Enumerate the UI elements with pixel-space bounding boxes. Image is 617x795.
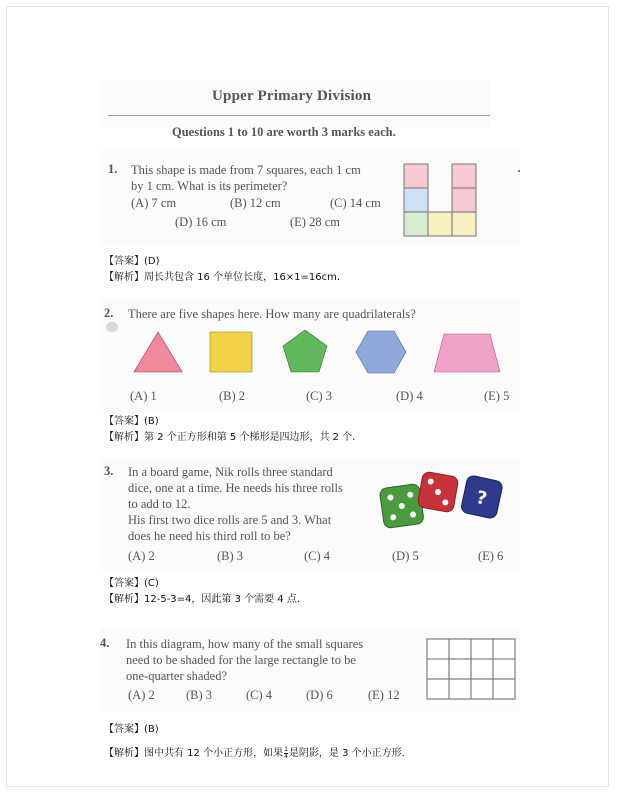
q1-square-1	[404, 164, 428, 188]
question-3-line-3: to add to 12.	[128, 497, 191, 511]
q2-option-b: (B) 2	[219, 389, 246, 403]
question-2-text: There are five shapes here. How many are quadrilaterals?	[128, 307, 416, 321]
question-3-line-5: does he need his third roll to be?	[128, 529, 291, 543]
question-4-line-1: In this diagram, how many of the small squares	[126, 637, 364, 651]
q1-option-c: (C) 14 cm	[330, 196, 381, 210]
three-dice-figure	[378, 466, 508, 534]
q1-option-a: (A) 7 cm	[131, 196, 177, 210]
q1-option-d: (D) 16 cm	[175, 215, 227, 229]
q3-option-c: (C) 4	[304, 549, 331, 563]
q4-analysis-start: 【解析】图中共有 12 个小正方形，如果	[104, 748, 284, 759]
q1-square-7	[452, 164, 476, 188]
q3-option-a: (A) 2	[128, 549, 155, 563]
question-4-text	[126, 636, 363, 684]
question-mark: ?	[474, 487, 489, 510]
q3-option-e: (E) 6	[478, 549, 504, 563]
question-3-line-1: In a board game, Nik rolls three standard	[128, 465, 333, 479]
q2-option-d: (D) 4	[396, 389, 423, 403]
q2-analysis: 【解析】第 2 个正方形和第 5 个梯形是四边形，共 2 个.	[104, 432, 356, 443]
hexagon-shape	[356, 331, 406, 373]
question-3-text	[128, 464, 343, 544]
section-note: Questions 1 to 10 are worth 3 marks each.	[172, 125, 396, 139]
q1-square-6	[452, 188, 476, 212]
q1-square-5	[452, 212, 476, 236]
q3-option-b: (B) 3	[217, 549, 244, 563]
seven-squares-figure	[402, 162, 478, 240]
pentagon-shape	[283, 330, 327, 372]
q1-option-e: (E) 28 cm	[290, 215, 340, 229]
one-quarter-fraction	[284, 747, 288, 760]
q1-square-3	[404, 212, 428, 236]
fraction-numerator: 1	[284, 745, 288, 753]
question-3-line-2: dice, one at a time. He needs his three rolls	[128, 481, 343, 495]
question-1-text	[131, 162, 361, 194]
q3-answer: 【答案】(C)	[104, 578, 159, 589]
triangle-shape	[134, 332, 182, 372]
five-shapes-figure	[128, 328, 520, 378]
square-shape	[210, 332, 252, 372]
rectangle-grid-figure	[425, 637, 517, 701]
page-title: Upper Primary Division	[212, 88, 372, 104]
q4-option-d: (D) 6	[306, 688, 333, 702]
question-1-line-2: by 1 cm. What is its perimeter?	[131, 179, 288, 193]
scan-smudge	[106, 322, 118, 332]
trapezoid-shape	[434, 334, 500, 372]
q2-option-c: (C) 3	[306, 389, 333, 403]
red-die	[417, 471, 459, 513]
q4-analysis-end: 是阴影，是 3 个小正方形.	[288, 748, 405, 759]
title-rule	[108, 115, 490, 116]
q1-square-4	[428, 212, 452, 236]
q1-square-2	[404, 188, 428, 212]
q3-option-d: (D) 5	[392, 549, 419, 563]
green-die	[379, 483, 424, 528]
q2-answer: 【答案】(B)	[104, 416, 159, 427]
question-2-number: 2.	[104, 306, 114, 320]
q4-analysis	[104, 744, 405, 760]
question-4-line-2: need to be shaded for the large rectangle to be	[126, 653, 356, 667]
q1-answer: 【答案】(D)	[104, 256, 160, 267]
q4-option-e: (E) 12	[368, 688, 400, 702]
question-4-number: 4.	[100, 636, 110, 650]
question-1-line-1: This shape is made from 7 squares, each 1 cm	[131, 163, 361, 177]
q4-option-c: (C) 4	[246, 688, 273, 702]
question-1-number: 1.	[108, 162, 118, 176]
question-4-line-3: one-quarter shaded?	[126, 669, 227, 683]
q1-analysis: 【解析】周长共包含 16 个单位长度，16×1=16cm.	[104, 272, 341, 283]
blue-die	[460, 475, 503, 520]
q4-option-b: (B) 3	[186, 688, 213, 702]
q4-answer: 【答案】(B)	[104, 724, 159, 735]
q1-option-b: (B) 12 cm	[230, 196, 281, 210]
question-3-number: 3.	[104, 464, 114, 478]
q3-analysis: 【解析】12-5-3=4，因此第 3 个需要 4 点.	[104, 594, 301, 605]
q2-option-e: (E) 5	[484, 389, 510, 403]
q4-option-a: (A) 2	[128, 688, 155, 702]
q2-option-a: (A) 1	[130, 389, 157, 403]
question-3-line-4: His first two dice rolls are 5 and 3. What	[128, 513, 332, 527]
fraction-denominator: 4	[284, 752, 288, 760]
scan-speck	[518, 170, 520, 172]
